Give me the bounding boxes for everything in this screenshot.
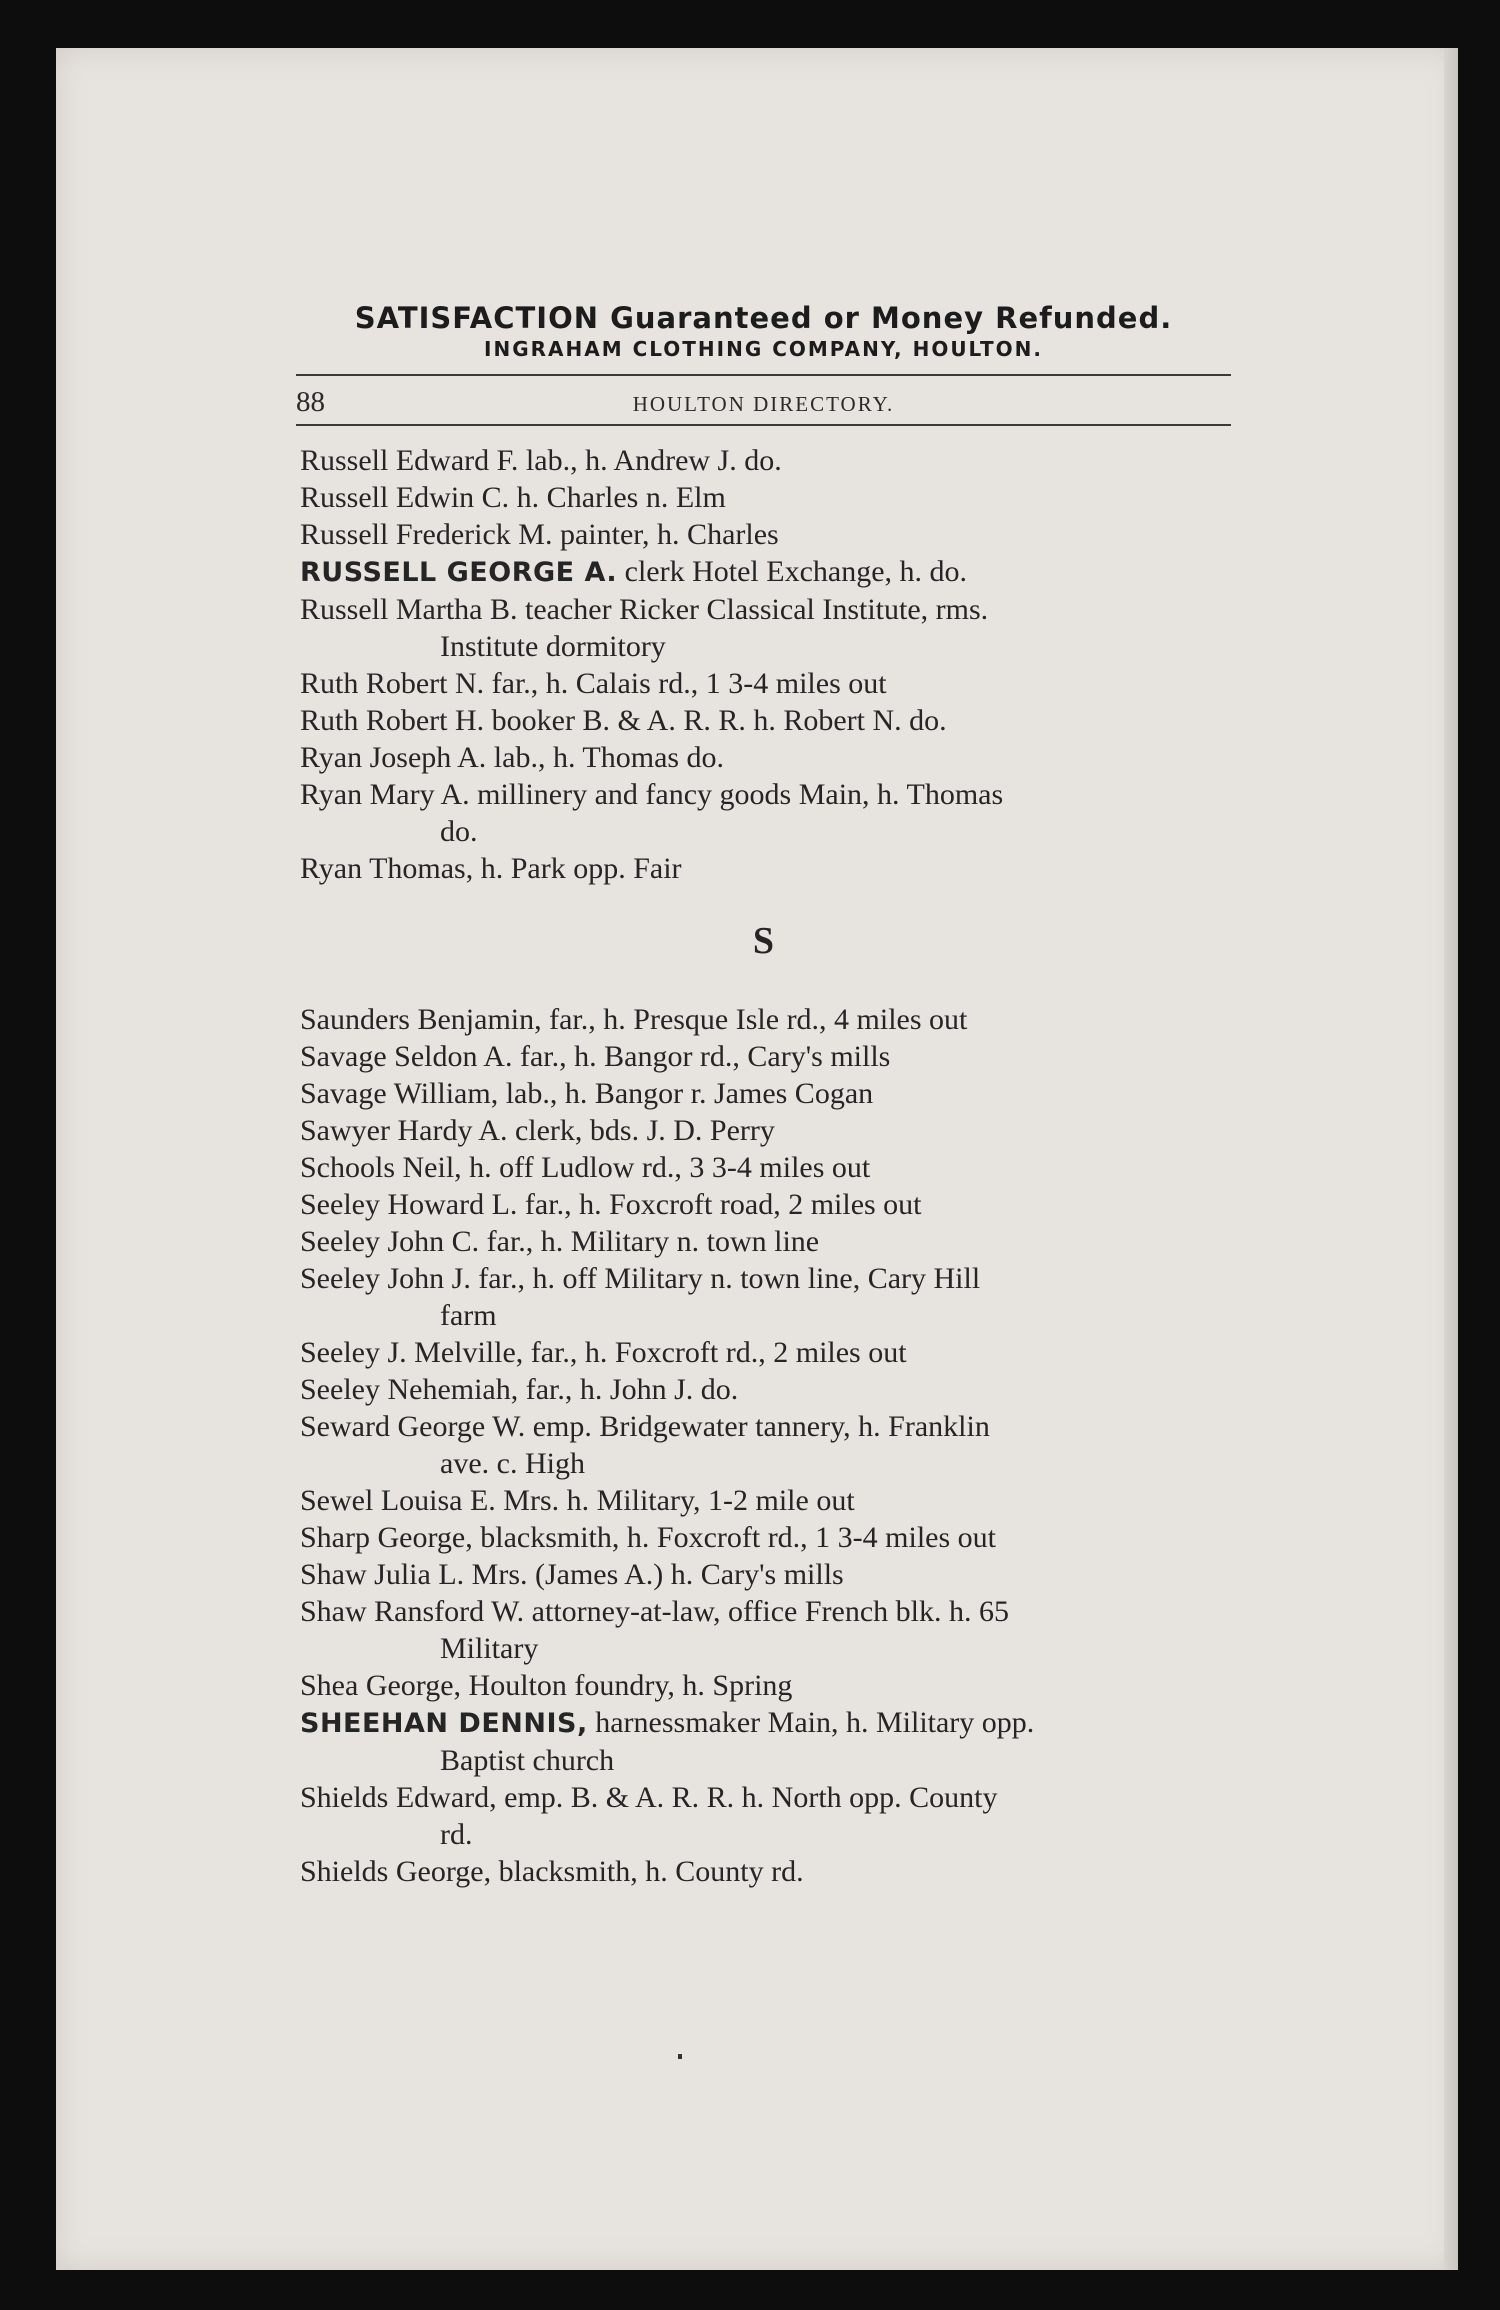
directory-entry — [300, 479, 1231, 516]
entry-text-line: Saunders Benjamin, far., h. Presque Isle rd., 4 miles out — [300, 1003, 968, 1036]
entry-bold-name: RUSSELL GEORGE A. — [300, 557, 618, 588]
entry-text-line: Seeley J. Melville, far., h. Foxcroft rd., 2 miles out — [300, 1336, 907, 1369]
entry-text-line: Savage William, lab., h. Bangor r. James Cogan — [300, 1077, 874, 1110]
directory-entry — [300, 1001, 1231, 1038]
page-title: HOULTON DIRECTORY. — [632, 392, 895, 416]
entry-text-line: Ryan Thomas, h. Park opp. Fair — [300, 852, 682, 885]
print-speck — [678, 2054, 682, 2059]
entry-text-line: Seeley John J. far., h. off Military n. town line, Cary Hill — [300, 1262, 981, 1295]
entry-text-line: Seward George W. emp. Bridgewater tannery, h. Franklin — [300, 1410, 990, 1443]
entries-s-list — [296, 1001, 1231, 1890]
directory-entry — [300, 776, 1231, 850]
entry-text-line: Shaw Julia L. Mrs. (James A.) h. Cary's mills — [300, 1558, 844, 1591]
directory-entry — [300, 1371, 1231, 1408]
ad-company: INGRAHAM CLOTHING COMPANY, HOULTON. — [484, 337, 1043, 361]
entry-text-line: Ruth Robert H. booker B. & A. R. R. h. Robert N. do. — [300, 704, 947, 737]
directory-entry — [300, 1853, 1231, 1890]
ad-headline: SATISFACTION Guaranteed or Money Refunded. — [354, 301, 1173, 335]
directory-entry — [300, 553, 1231, 591]
entry-text-line: Ruth Robert N. far., h. Calais rd., 1 3-4 miles out — [300, 667, 887, 700]
directory-entry — [300, 1593, 1231, 1667]
entry-text-line: Institute dormitory — [440, 630, 666, 663]
directory-entry — [300, 1075, 1231, 1112]
entry-text-line: Russell Edwin C. h. Charles n. Elm — [300, 481, 726, 514]
entry-text-line: Baptist church — [440, 1744, 615, 1777]
entry-text-line: Russell Edward F. lab., h. Andrew J. do. — [300, 444, 782, 477]
directory-entry — [300, 1334, 1231, 1371]
directory-entry — [300, 1223, 1231, 1260]
entry-text-line: Seeley Howard L. far., h. Foxcroft road, 2 miles out — [300, 1188, 922, 1221]
entry-text-line: ave. c. High — [440, 1447, 585, 1480]
directory-entry — [300, 1186, 1231, 1223]
page-content — [296, 300, 1231, 1890]
entry-text-line: Shea George, Houlton foundry, h. Spring — [300, 1669, 793, 1702]
directory-entry — [300, 1112, 1231, 1149]
directory-entry — [300, 665, 1231, 702]
entry-text-line: Sewel Louisa E. Mrs. h. Military, 1-2 mile out — [300, 1484, 855, 1517]
entry-text-line: Military — [440, 1632, 539, 1665]
directory-entry — [300, 516, 1231, 553]
header-rule-bottom — [296, 424, 1231, 426]
directory-entry — [300, 1556, 1231, 1593]
directory-entry — [300, 1779, 1231, 1853]
entry-text-line: Sharp George, blacksmith, h. Foxcroft rd., 1 3-4 miles out — [300, 1521, 997, 1554]
directory-page — [56, 48, 1458, 2270]
directory-entry — [300, 1408, 1231, 1482]
entry-text-line: Ryan Mary A. millinery and fancy goods Main, h. Thomas — [300, 778, 1004, 811]
directory-entry — [300, 702, 1231, 739]
directory-entry — [300, 1704, 1231, 1779]
entry-bold-name: SHEEHAN DENNIS, — [300, 1708, 588, 1739]
entry-text-line: farm — [440, 1299, 497, 1332]
directory-entry — [300, 1260, 1231, 1334]
entry-text-line: do. — [440, 815, 478, 848]
directory-entry — [300, 1519, 1231, 1556]
entry-text-line: Shaw Ransford W. attorney-at-law, office French blk. h. 65 — [300, 1595, 1009, 1628]
entry-text-line: clerk Hotel Exchange, h. do. — [624, 555, 968, 588]
directory-entry — [300, 1038, 1231, 1075]
entry-text-line: Seeley John C. far., h. Military n. town line — [300, 1225, 820, 1258]
entry-text-line: Schools Neil, h. off Ludlow rd., 3 3-4 miles out — [300, 1151, 871, 1184]
entry-text-line: Russell Martha B. teacher Ricker Classical Institute, rms. — [300, 593, 989, 626]
entries-r-list — [296, 442, 1231, 887]
entry-text-line: Shields George, blacksmith, h. County rd. — [300, 1855, 804, 1888]
directory-entry — [300, 1149, 1231, 1186]
entry-text-line: Seeley Nehemiah, far., h. John J. do. — [300, 1373, 739, 1406]
directory-entry — [300, 739, 1231, 776]
entry-text-line: Shields Edward, emp. B. & A. R. R. h. North opp. County — [300, 1781, 998, 1814]
directory-entry — [300, 442, 1231, 479]
directory-entry — [300, 1667, 1231, 1704]
page-edge — [1444, 48, 1458, 2270]
directory-entry — [300, 1482, 1231, 1519]
entry-text-line: Sawyer Hardy A. clerk, bds. J. D. Perry — [300, 1114, 775, 1147]
entry-text-line: harnessmaker Main, h. Military opp. — [595, 1706, 1035, 1739]
entry-text-line: rd. — [440, 1818, 473, 1851]
entry-text-line: Russell Frederick M. painter, h. Charles — [300, 518, 779, 551]
entry-text-line: Ryan Joseph A. lab., h. Thomas do. — [300, 741, 725, 774]
page-number: 88 — [296, 386, 325, 418]
directory-entry — [300, 850, 1231, 887]
section-letter: S — [752, 920, 775, 962]
running-head — [296, 376, 1231, 424]
entry-text-line: Savage Seldon A. far., h. Bangor rd., Cary's mills — [300, 1040, 891, 1073]
directory-entry — [300, 591, 1231, 665]
